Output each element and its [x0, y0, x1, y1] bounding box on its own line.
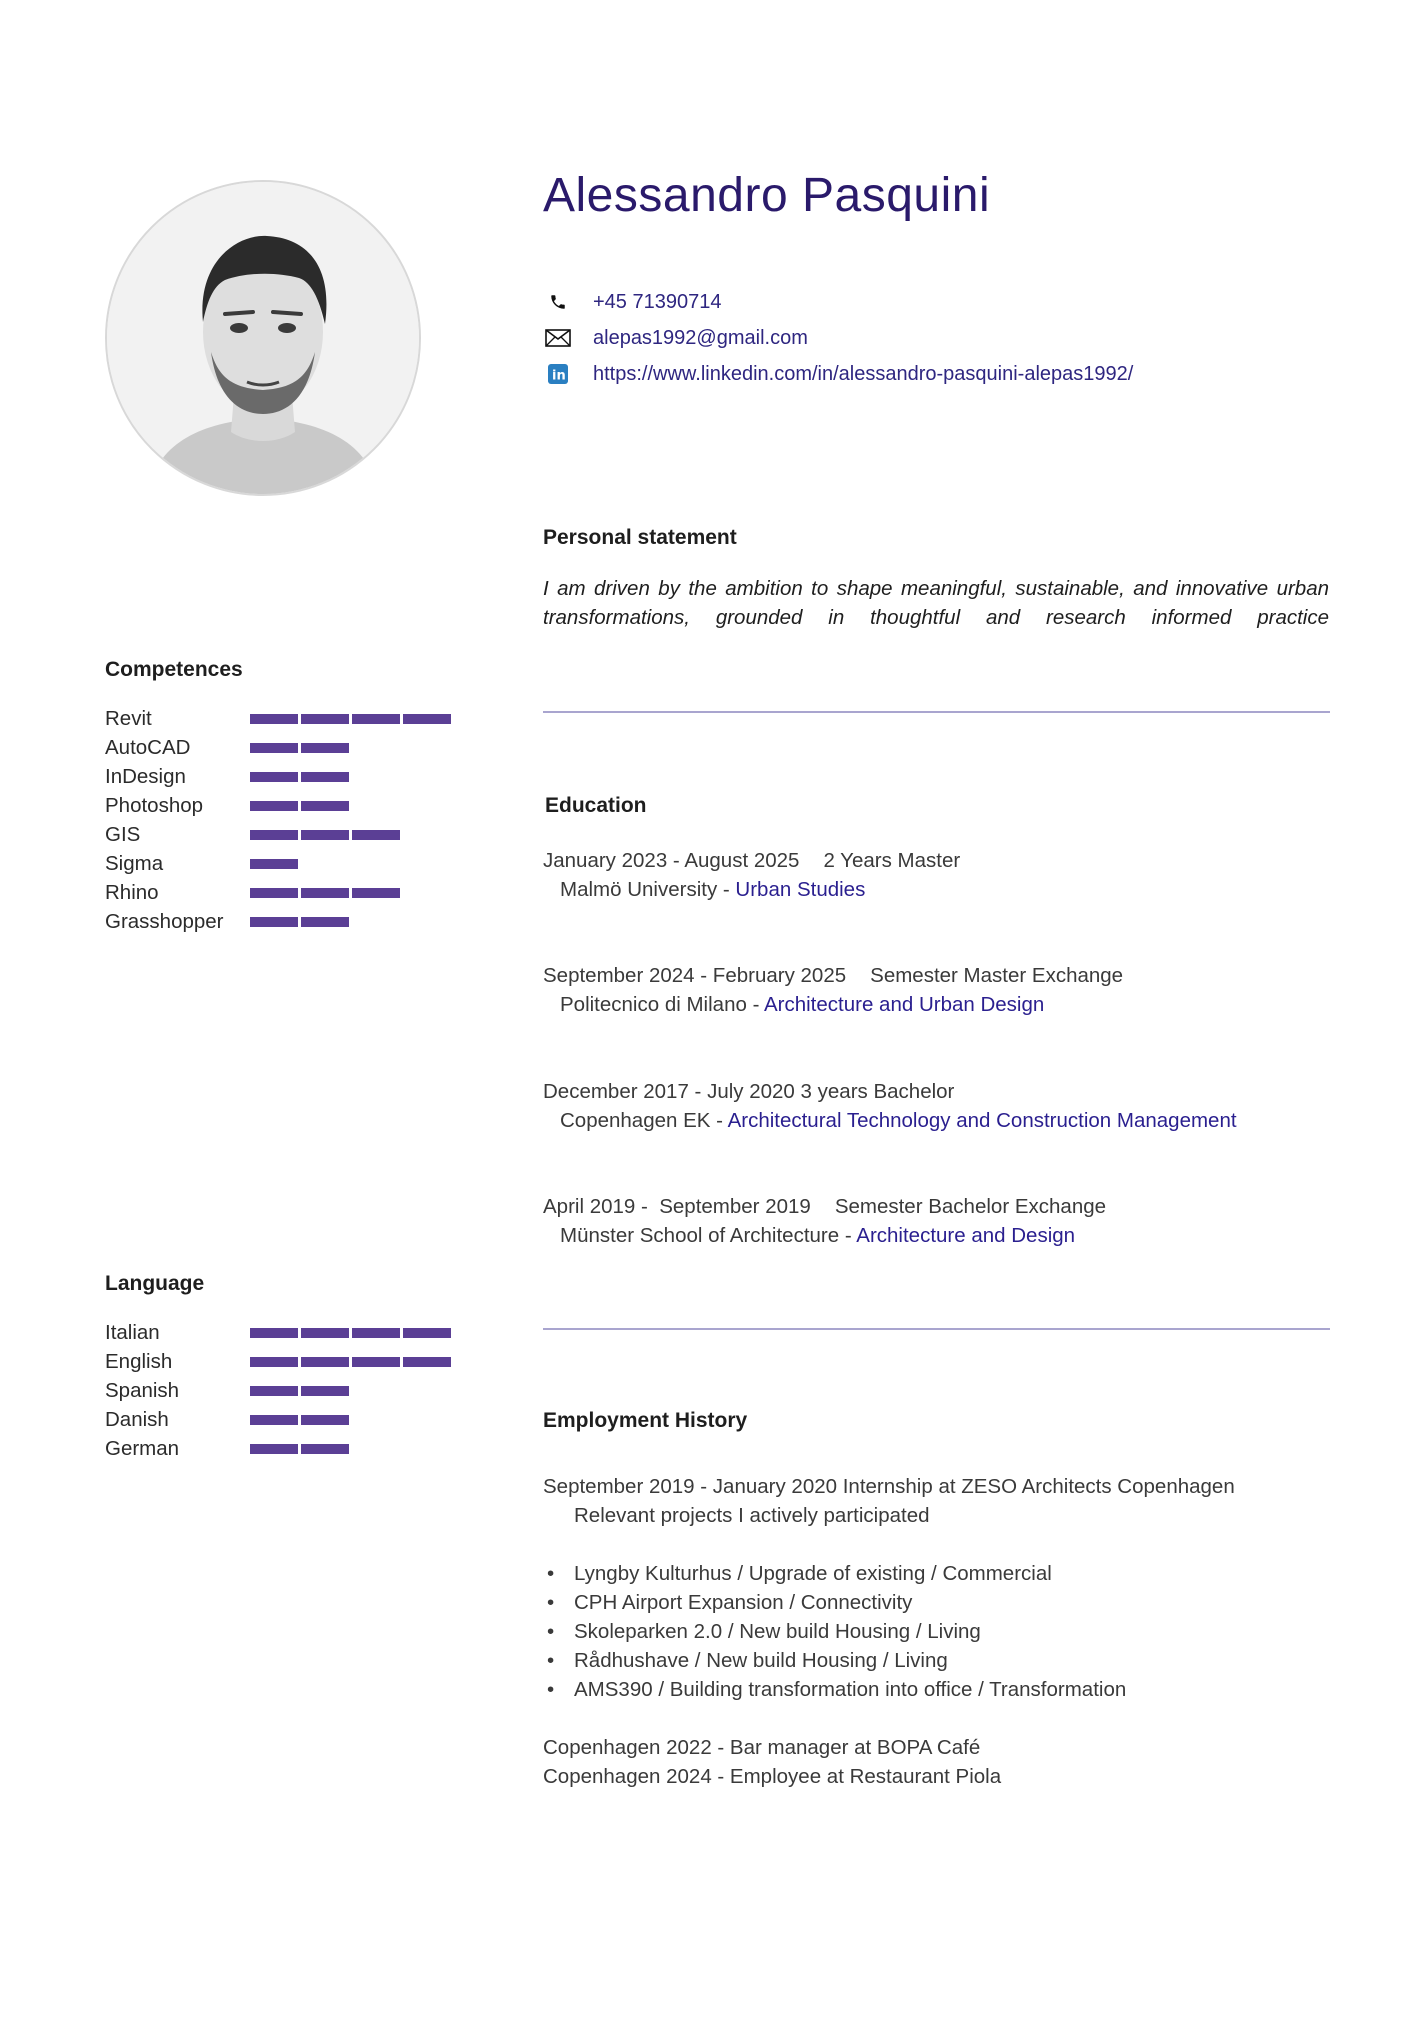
competence-level-bar — [250, 743, 352, 753]
project-text: Lyngby Kulturhus / Upgrade of existing / Commercial — [574, 1562, 1052, 1585]
level-segment — [250, 917, 298, 927]
svg-text:in: in — [552, 368, 566, 384]
competence-level-bar — [250, 917, 352, 927]
language-name: Italian — [105, 1320, 160, 1344]
competence-row — [105, 791, 454, 820]
language-row — [105, 1347, 454, 1376]
competence-name: Revit — [105, 706, 152, 730]
project-text: Skoleparken 2.0 / New build Housing / Living — [574, 1620, 981, 1643]
level-segment — [352, 1357, 400, 1367]
level-segment — [301, 1386, 349, 1396]
personal-statement-text: I am driven by the ambition to shape meaningful, sustainable, and innovative urban transformations, grounded in thoughtful and research informed practice — [543, 577, 1329, 629]
language-name: Spanish — [105, 1378, 180, 1402]
projects-list — [543, 1559, 1235, 1704]
bullet-icon: • — [547, 1678, 555, 1701]
bullet-icon: • — [547, 1562, 555, 1585]
other-employment: Copenhagen 2022 - Bar manager at BOPA Café — [543, 1736, 981, 1759]
competence-name: AutoCAD — [105, 735, 191, 759]
level-segment — [301, 772, 349, 782]
language-name: Danish — [105, 1407, 169, 1431]
language-row — [105, 1405, 454, 1434]
level-segment — [301, 1415, 349, 1425]
language-level-bar — [250, 1357, 454, 1367]
level-segment — [301, 1328, 349, 1338]
level-segment — [403, 1328, 451, 1338]
personal-statement-title: Personal statement — [543, 526, 737, 549]
education-school: Politecnico di Milano — [560, 993, 747, 1016]
project-item — [543, 1617, 1235, 1646]
level-segment — [301, 888, 349, 898]
level-segment — [250, 830, 298, 840]
competence-name: GIS — [105, 822, 141, 846]
phone-number: +45 71390714 — [593, 290, 722, 313]
education-program: Architectural Technology and Construction Management — [727, 1109, 1237, 1132]
level-segment — [352, 888, 400, 898]
project-item — [543, 1588, 1235, 1617]
other-employment: Copenhagen 2024 - Employee at Restaurant Piola — [543, 1765, 1002, 1788]
level-segment — [301, 917, 349, 927]
competence-level-bar — [250, 801, 352, 811]
language-title: Language — [105, 1272, 205, 1295]
linkedin-url: https://www.linkedin.com/in/alessandro-pasquini-alepas1992/ — [593, 362, 1134, 385]
language-level-bar — [250, 1328, 454, 1338]
education-entry: December 2017 - July 2020 3 years Bachelor Copenhagen EK - Architectural Technology and Construction Management — [543, 1080, 1237, 1132]
education-entry: September 2024 - February 2025 Semester Master Exchange Politecnico di Milano - Architecture and Urban Design — [543, 964, 1124, 1016]
project-item — [543, 1675, 1235, 1704]
employment-title: Employment History — [543, 1409, 748, 1432]
contact-info — [545, 284, 1133, 392]
project-text: Rådhushave / New build Housing / Living — [574, 1649, 948, 1672]
project-text: CPH Airport Expansion / Connectivity — [574, 1591, 913, 1614]
linkedin-icon — [545, 363, 571, 385]
competences-title: Competences — [105, 658, 243, 681]
language-row — [105, 1376, 454, 1405]
level-segment — [352, 1328, 400, 1338]
level-segment — [250, 714, 298, 724]
competence-name: Sigma — [105, 851, 164, 875]
education-entry: April 2019 - September 2019 Semester Bachelor Exchange Münster School of Architecture - Architecture and Design — [543, 1195, 1107, 1247]
level-segment — [301, 743, 349, 753]
language-level-bar — [250, 1386, 352, 1396]
education-program: Architecture and Design — [856, 1224, 1076, 1247]
employment-intro: September 2019 - January 2020 Internship at ZESO Architects Copenhagen — [543, 1475, 1235, 1498]
level-segment — [250, 1415, 298, 1425]
education-degree: Semester Master Exchange — [870, 964, 1124, 987]
competence-name: Photoshop — [105, 793, 204, 817]
competence-row — [105, 878, 454, 907]
competence-level-bar — [250, 714, 454, 724]
competence-level-bar — [250, 772, 352, 782]
bullet-icon: • — [547, 1591, 555, 1614]
level-segment — [250, 859, 298, 869]
level-segment — [250, 801, 298, 811]
level-segment — [352, 714, 400, 724]
competence-level-bar — [250, 830, 403, 840]
envelope-icon — [545, 327, 571, 349]
competence-level-bar — [250, 888, 403, 898]
education-program: Architecture and Urban Design — [763, 993, 1045, 1016]
language-row — [105, 1318, 454, 1347]
competence-name: InDesign — [105, 764, 186, 788]
language-name: German — [105, 1436, 180, 1460]
level-segment — [301, 1357, 349, 1367]
contact-phone[interactable] — [545, 284, 1133, 320]
level-segment — [301, 1444, 349, 1454]
education-degree: Semester Bachelor Exchange — [834, 1195, 1107, 1218]
level-segment — [250, 1357, 298, 1367]
contact-email[interactable] — [545, 320, 1133, 356]
competence-name: Rhino — [105, 880, 159, 904]
level-segment — [250, 772, 298, 782]
education-period: December 2017 - July 2020 — [543, 1080, 795, 1103]
level-segment — [250, 1444, 298, 1454]
project-item — [543, 1646, 1235, 1675]
education-school: Malmö University — [560, 878, 718, 901]
phone-icon — [545, 291, 571, 313]
education-degree: 2 Years Master — [823, 849, 961, 872]
level-segment — [301, 830, 349, 840]
language-name: English — [105, 1349, 173, 1373]
education-school: Copenhagen EK — [560, 1109, 711, 1132]
portrait-illustration — [107, 182, 419, 494]
education-program: Urban Studies — [735, 878, 866, 901]
project-item — [543, 1559, 1235, 1588]
level-segment — [301, 801, 349, 811]
language-list — [105, 1318, 454, 1463]
language-row — [105, 1434, 454, 1463]
competences-list — [105, 704, 454, 936]
level-segment — [301, 714, 349, 724]
employment-entry — [543, 1472, 1235, 1791]
education-period: April 2019 - September 2019 — [543, 1195, 811, 1218]
competence-level-bar — [250, 859, 301, 869]
level-segment — [250, 1328, 298, 1338]
contact-linkedin[interactable] — [545, 356, 1133, 392]
competence-row — [105, 907, 454, 936]
competence-row — [105, 704, 454, 733]
education-title: Education — [545, 794, 647, 817]
projects-label: Relevant projects I actively participated — [574, 1504, 930, 1527]
education-period: January 2023 - August 2025 — [543, 849, 800, 872]
level-segment — [352, 830, 400, 840]
competence-row — [105, 820, 454, 849]
level-segment — [403, 714, 451, 724]
level-segment — [250, 1386, 298, 1396]
education-degree: 3 years Bachelor — [800, 1080, 955, 1103]
level-segment — [250, 888, 298, 898]
email-address: alepas1992@gmail.com — [593, 326, 808, 349]
divider — [543, 711, 1330, 713]
education-entry: January 2023 - August 2025 2 Years Master Malmö University - Urban Studies — [543, 849, 961, 901]
competence-name: Grasshopper — [105, 909, 224, 933]
level-segment — [250, 743, 298, 753]
education-period: September 2024 - February 2025 — [543, 964, 847, 987]
language-level-bar — [250, 1444, 352, 1454]
bullet-icon: • — [547, 1620, 555, 1643]
language-level-bar — [250, 1415, 352, 1425]
divider — [543, 1328, 1330, 1330]
competence-row — [105, 849, 454, 878]
profile-photo — [105, 180, 421, 496]
bullet-icon: • — [547, 1649, 555, 1672]
education-school: Münster School of Architecture — [560, 1224, 840, 1247]
full-name: Alessandro Pasquini — [543, 169, 991, 222]
competence-row — [105, 762, 454, 791]
competence-row — [105, 733, 454, 762]
project-text: AMS390 / Building transformation into office / Transformation — [574, 1678, 1127, 1701]
level-segment — [403, 1357, 451, 1367]
